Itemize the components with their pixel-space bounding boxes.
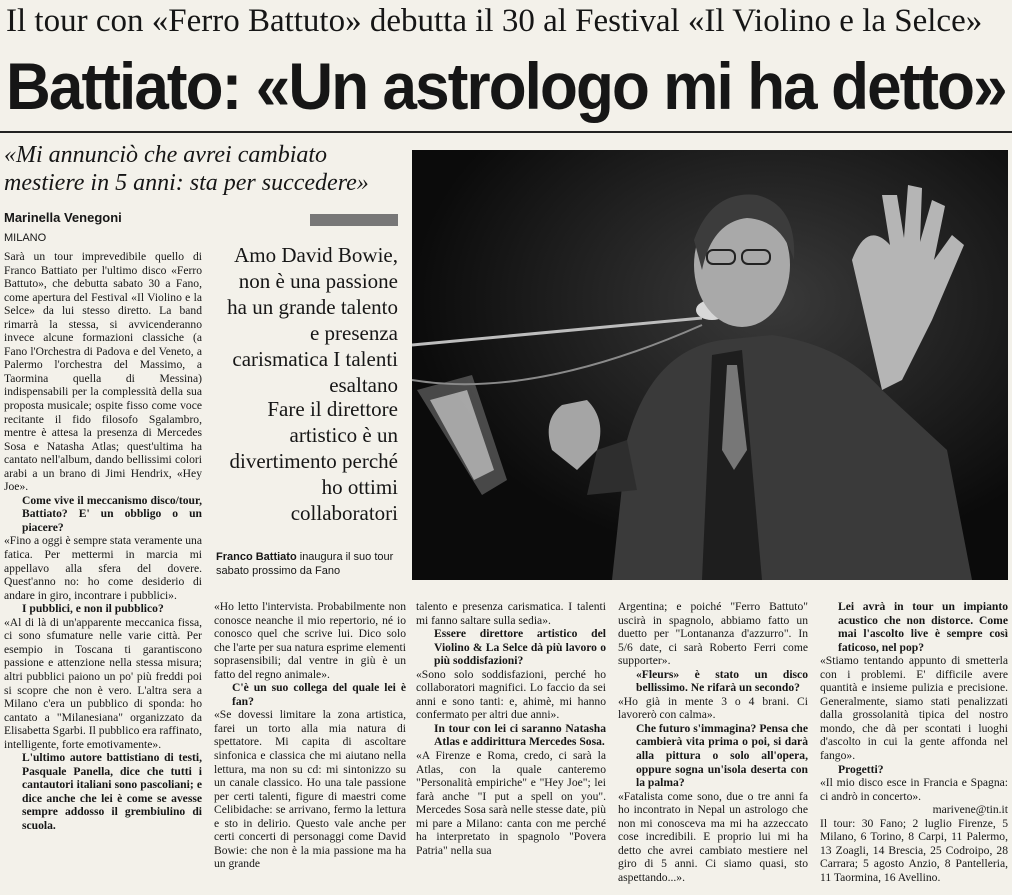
paragraph-text: «Stiamo tentando appunto di smetterla con i problemi. E' difficile avere quantità e insieme pulizia e precisione. Generalmente, siamo stati penalizzati dalla grossolanità tipica del nostro mondo, che dà per scontati i luoghi d'ascolto in cui la gente affonda nel fango». [820,654,1008,763]
subheadline: «Mi annunciò che avrei cambiato mestiere in 5 anni: sta per succedere» [4,142,369,196]
paragraph-text: «Fatalista come sono, due o tre anni fa ho incontrato in Nepal un astrologo che non mi conosceva ma mi ha azzeccato cose incredibili. E proprio lui mi ha detto che avrei cambiato mestiere nel giro di 5 anni. Ci siamo quasi, sto aspettando...». [618,789,808,884]
question-text: L'ultimo autore battistiano di testi, Pasquale Panella, dice che tutti i cantautori italiani sono pascoliani; e dice anche che lei è come se avesse sempre addosso il grembiulino di scuola. [22,751,202,832]
paragraph-text: «Al di là di un'apparente meccanica fissa, ci sono sfumature nelle varie città. Per esempio in Toscana ti garantiscono passione e attenzione nella stessa misura; altri pubblici paiono un po' più freddi poi si scopre che non è vero. L'altra sera a Milano c'era un pubblico di sponda: ho cantato a "Milanesiana" organizzato da Elisabetta Sgarbi. Il pubblico era raffinato, intelligente, forte emotivamente». [4,615,202,751]
pullquote-direttore: Fare il direttore artistico è un divertimento perché ho ottimi collaboratori [229,397,398,525]
article-column-1 [4,250,202,888]
paragraph-text: «Ho letto l'intervista. Probabilmente non conosce neanche il mio repertorio, né io conosco quel che scrive lui. Dico solo che l'arte per sua natura esprime elementi soprasensibili; dal ventre in giù è un fatto del regno animale». [214,600,406,681]
paragraph-text: «Fino a oggi è sempre stata veramente una fatica. Per mettermi in marcia mi appellavo alla sfera del dovere. Quest'anno no: ho come desiderio di andare in giro, incontrare i pubblici». [4,534,202,602]
header-rule [0,131,1012,133]
dateline: MILANO [4,232,47,244]
paragraph-text: «Ho già in mente 3 o 4 brani. Ci lavorerò con calma». [618,694,808,722]
tour-dates: Il tour: 30 Fano; 2 luglio Firenze, 5 Milano, 6 Torino, 8 Carpi, 11 Palermo, 13 Zoagli, 14 Brescia, 25 Codroipo, 28 Carrara; 5 agosto Anzio, 8 Pantelleria, 11 Taormina, 16 Avellino. [820,816,1008,884]
question-text: «Fleurs» è stato un disco bellissimo. Ne rifarà un secondo? [636,667,808,695]
question-text: Essere direttore artistico del Violino & La Selce dà più lavoro o più soddisfazioni? [434,627,606,668]
paragraph-text: «Sono solo soddisfazioni, perché ho collaboratori magnifici. Lo faccio da sei anni e sono tanti: e, ahimè, mi hanno confermato per altri due anni». [416,667,606,722]
question-text: Come vive il meccanismo disco/tour, Battiato? E' un obbligo o un piacere? [22,493,202,534]
paragraph-text: «Se dovessi limitare la zona artistica, farei un torto alla mia natura di spettatore. Mi capita di ascoltare sinfonica e classica che mi aiutano nella lettura, ma non su cd: mi sintonizzo su un canale classico. Ho una tale passione per certi talenti, figure di maestri come Celibidache: se arrivano, fermo la lettura e sto in delirio. Questo vale anche per certi concerti di personaggi come David Bowie: che non è la mia passione ma ha un grande [214,708,406,871]
paragraph-text: «Il mio disco esce in Francia e Spagna: ci andrò in concerto». [820,776,1008,803]
headline: Battiato: «Un astrologo mi ha detto» [6,49,1006,123]
kicker: Il tour con «Ferro Battuto» debutta il 30 al Festival «Il Violino e la Selce» [6,3,983,39]
question-text: In tour con lei ci saranno Natasha Atlas e addirittura Mercedes Sosa. [434,721,606,749]
question-text: I pubblici, e non il pubblico? [22,602,164,616]
paragraph-text: «A Firenze e Roma, credo, ci sarà la Atlas, con la quale canteremo "Personalità empiriche" e "Hey Joe"; lei farà anche "I put a spell on you". Mercedes Sosa sarà nelle stesse date, più mi pare a Milano: canta con me perché ha interpretato in spagnolo "Povera Patria" nella sua [416,749,606,857]
question-text: Lei avrà in tour un impianto acustico che non distorce. Come mai l'ascolto live è sempre così faticoso, nel pop? [838,600,1008,654]
singer-photo-illustration [412,150,1008,580]
photo-caption [216,550,406,578]
pullquote-bowie: Amo David Bowie, non è una passione ha un grande talento e presenza carismatica I talenti esaltano [227,243,398,397]
article-column-3 [416,600,606,890]
author-email: marivene@tin.it [932,803,1008,817]
decorative-bar [310,214,398,226]
article-column-5 [820,600,1008,890]
caption-text: inaugura il suo tour sabato prossimo da Fano [216,551,394,577]
question-text: Che futuro s'immagina? Pensa che cambierà vita prima o poi, si darà alla pittura o solo all'opera, oppure sogna un'isola deserta con la palma? [636,721,808,790]
caption-name: Franco Battiato [216,551,297,563]
paragraph-text: Argentina; e poiché "Ferro Battuto" uscirà in spagnolo, abbiamo fatto un duetto per "Lontananza d'azzurro". In 5/6 date, ci sarà Roberto Ferri come supporter». [618,600,808,668]
concert-photo [412,150,1008,580]
paragraph-text: Sarà un tour imprevedibile quello di Franco Battiato per l'ultimo disco «Ferro Battuto», che debutta sabato 30 a Fano, come apertura del Festival «Il Violino e la Selce» da lui stesso diretto. La band rimarrà la stessa, si avvicenderanno invece alcune formazioni classiche (a Fano l'Orchestra di Padova e del Veneto, a Palermo l'orchestra del Massimo, a Taormina quella di Messina) indispensabili per la complessità della sua proposta musicale; ospite fisso come voce recitante il fido filosofo Sgalambro, mentre è attesa la presenza di Mercedes Sosa e Natasha Atlas; quest'ultima ha cantato nell'album, dando bellissimi colori arabi a un brano di Jimi Hendrix, «Hey Joe». [4,250,202,494]
question-text: Progetti? [838,762,884,776]
article-column-4 [618,600,808,890]
author-byline: Marinella Venegoni [4,210,122,225]
question-text: C'è un suo collega del quale lei è fan? [232,681,406,708]
article-column-2 [214,600,406,890]
paragraph-text: talento e presenza carismatica. I talenti mi fanno saltare sulla sedia». [416,600,606,627]
